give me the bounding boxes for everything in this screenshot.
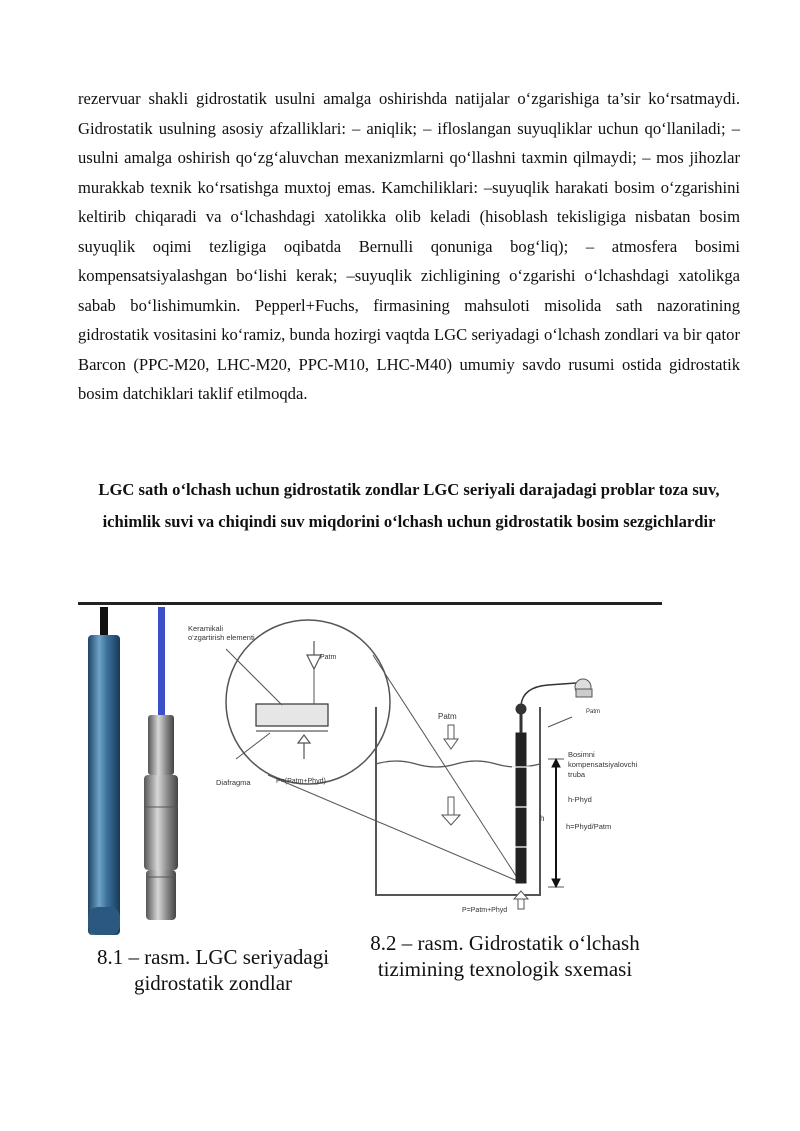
figure-caption-8-2	[346, 930, 664, 982]
label-patm-top: Patm	[320, 654, 337, 661]
hydrostatic-schematic	[226, 620, 592, 909]
tank-probe	[516, 733, 526, 883]
steel-probe-lower	[144, 775, 178, 870]
figure-top-rule	[78, 602, 662, 605]
body-paragraph: rezervuar shakli gidrostatik usulni amalga oshirishda natijalar o‘zgarishiga ta’sir ko‘rsatmaydi. Gidrostatik usulning asosiy afzalliklari: – aniqlik; – ifloslangan suyuqliklar uchun qo‘llaniladi; – usulni amalga oshirish qo‘zg‘aluvchan mexanizmlarni qo‘llashni taxmin qilmaydi; – mos jihozlar murakkab texnik ko‘rsatishga muxtoj emas. Kamchiliklari: –suyuqlik harakati bosim o‘zgarishini keltirib chiqaradi va o‘lchashdagi xatolikka olib keladi (hisoblash tekisligiga nisbatan bosim suyuqlik oqimi tezligiga oqibatda Bernulli qonuniga bog‘liq); – atmosfera bosimi kompensatsiyalashgan bo‘lishi kerak; –suyuqlik zichligining o‘zgarishi o‘lchashdagi xatolikga sabab bo‘lishimumkin. Pepperl+Fuchs, firmasining mahsuloti misolida sath nazoratining gidrostatik vositasini ko‘ramiz, bunda hozirgi vaqtda LGC seriyadagi o‘lchash zondlari va bir qator Barcon (PPC-M20, LHC-M20, PPC-M10, LHC-M40) umumiy savdo rusumi ostida gidrostatik bosim datchiklari taklif etilmoqda.	[78, 89, 740, 403]
label-bosim-1: Bosimni	[568, 750, 595, 759]
figure-svg	[78, 607, 668, 937]
ceramic-element	[256, 704, 328, 726]
blue-probe-body	[88, 635, 120, 935]
label-p-bottom: P=Patm+Phyd	[462, 907, 508, 914]
label-h-eq2: h=Phyd/Patm	[566, 822, 612, 831]
label-h: h	[540, 814, 545, 823]
caption-8-2-line1: 8.2 – rasm. Gidrostatik o‘lchash	[370, 931, 640, 955]
label-patm-tank: Patm	[438, 712, 457, 721]
label-patm-small: Patm	[586, 709, 601, 715]
label-diafragma: Diafragma	[216, 778, 251, 787]
probe-photo	[88, 607, 178, 935]
caption-8-1-line1: 8.1 – rasm. LGC seriyadagi	[96, 945, 330, 969]
label-p-formula: P=(Patm+Phyd)	[276, 778, 326, 785]
figure-caption-8-1	[78, 944, 348, 996]
figure-area	[78, 607, 668, 942]
caption-8-1-line2: gidrostatik zondlar	[133, 971, 293, 995]
steel-probe-upper	[148, 715, 174, 775]
label-keramik-1: Keramikali	[188, 624, 224, 633]
liquid-surface	[376, 761, 540, 767]
label-h-eq1: h-Phyd	[568, 795, 592, 804]
label-keramik-2: o‘zgartirish elementi	[188, 633, 255, 642]
caption-8-2-line2: tizimining texnologik sxemasi	[377, 957, 633, 981]
label-bosim-2: kompensatsiyalovchi	[568, 760, 638, 769]
detail-circle	[226, 620, 390, 784]
section-heading: LGC sath o‘lchash uchun gidrostatik zondlar LGC seriyali darajadagi problar toza suv, ichimlik suvi va chiqindi suv miqdorini o‘lchash uchun gidrostatik bosim sezgichlardir	[98, 480, 720, 531]
tank-walls	[376, 707, 540, 895]
label-bosim-3: truba	[568, 770, 586, 779]
